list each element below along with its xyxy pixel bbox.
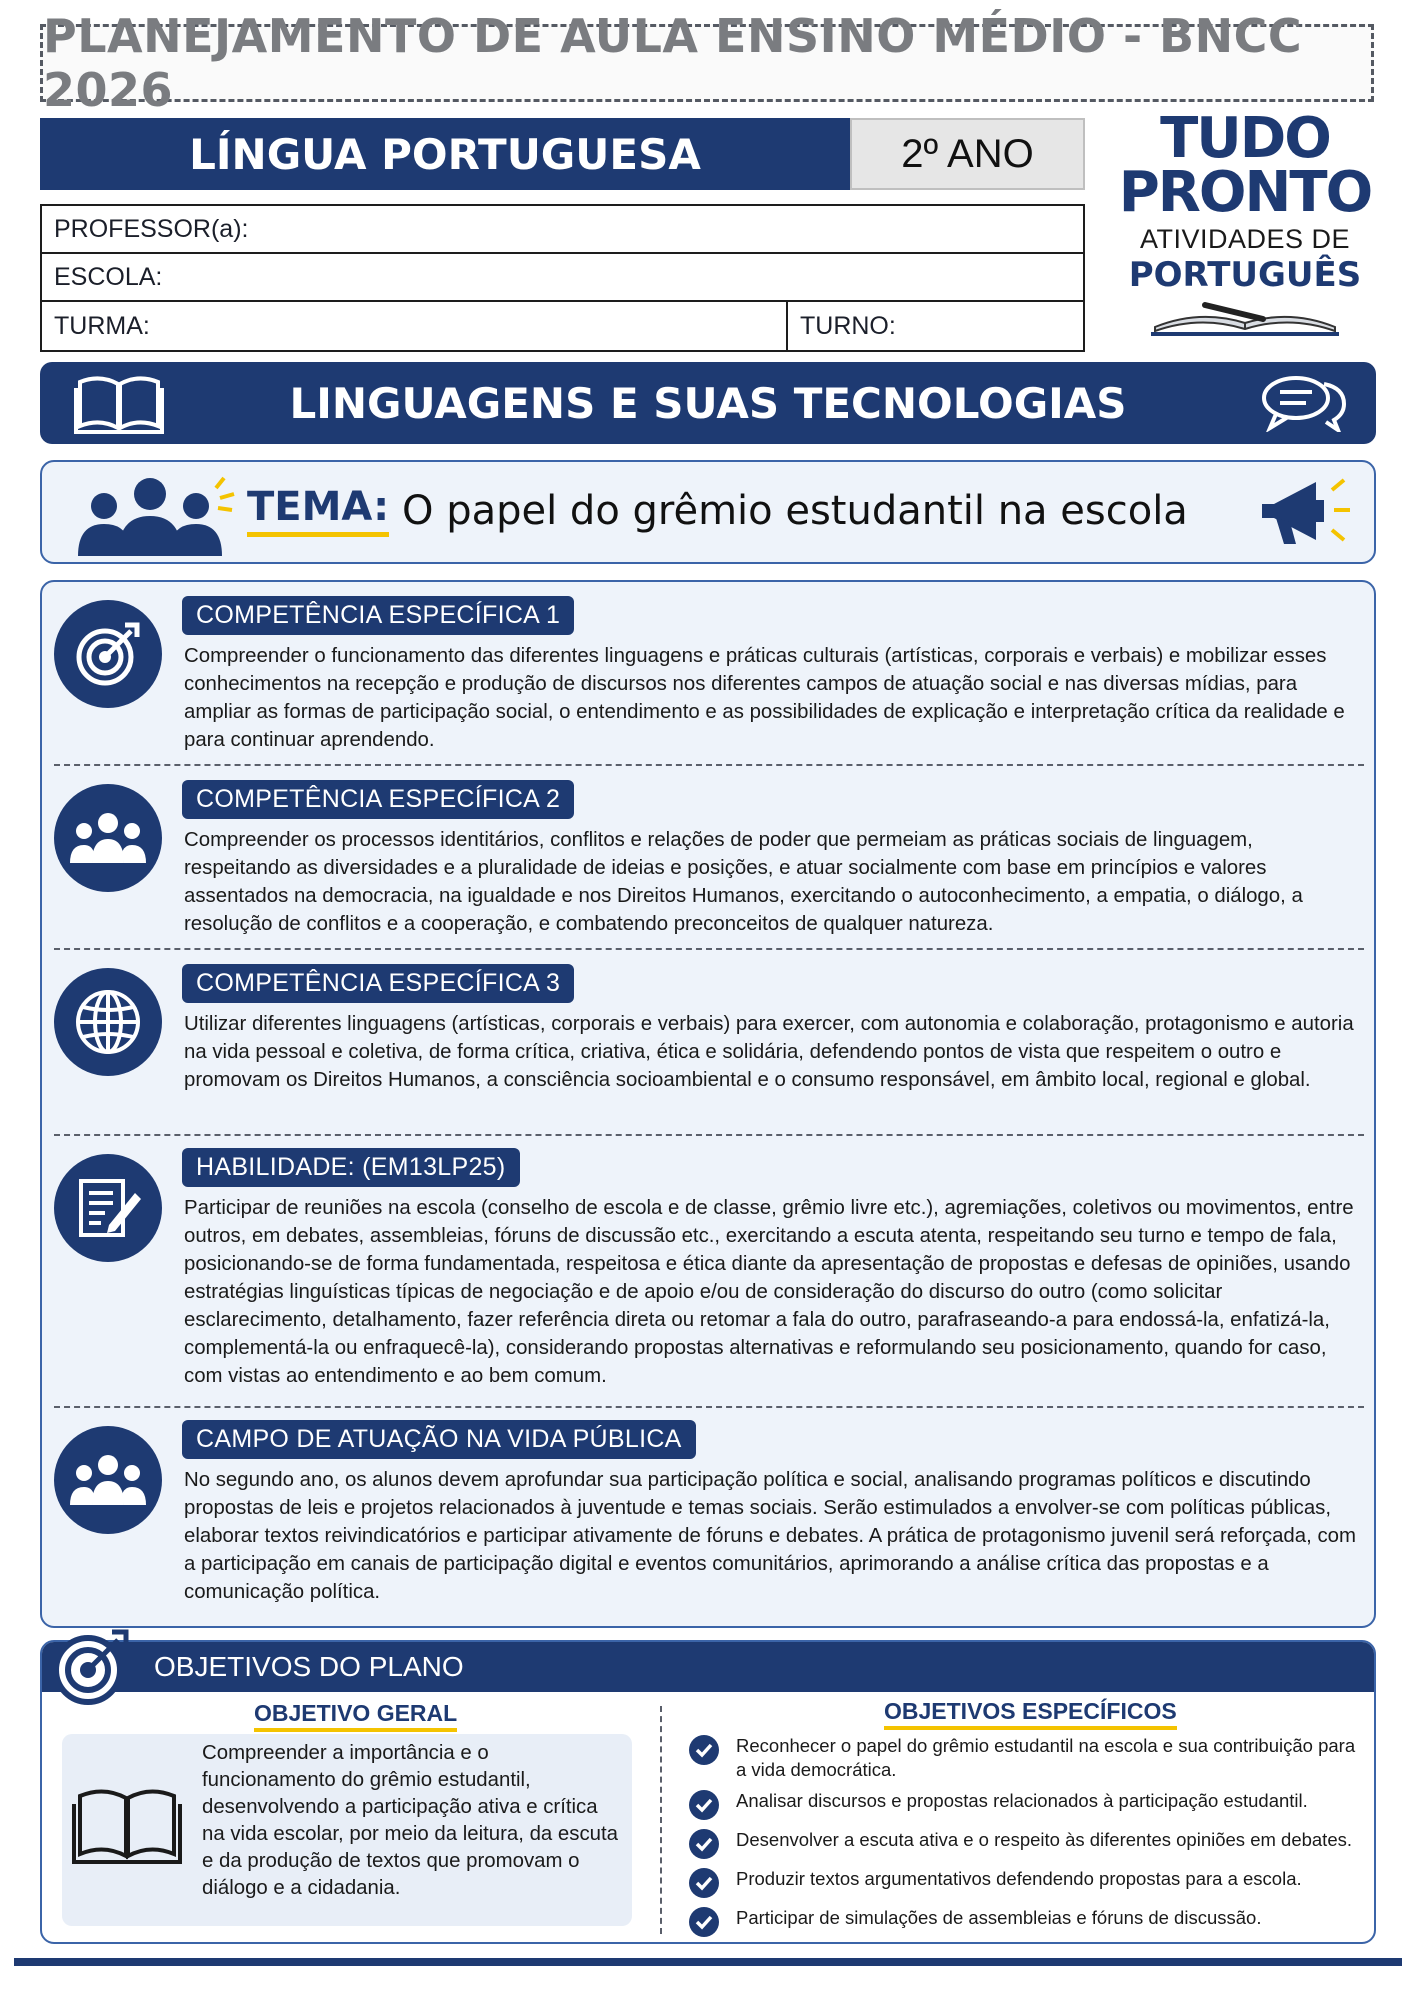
check-icon: [688, 1734, 720, 1766]
footer-rule: [14, 1958, 1402, 1966]
open-book-icon: [74, 372, 164, 434]
logo-line-4: PORTUGUÊS: [1128, 255, 1362, 295]
tema-label: TEMA:: [247, 484, 389, 537]
competencia-3-tag: COMPETÊNCIA ESPECÍFICA 3: [182, 964, 574, 1003]
objetivo-especifico-5: Participar de simulações de assembleias e fóruns de discussão.: [736, 1907, 1262, 1928]
document-pen-icon: [54, 1154, 162, 1262]
divider: [54, 764, 1364, 766]
competencia-2-text: Compreender os processos identitários, conflitos e relações de poder que permeiam as práticas sociais de linguagem, respeitando as diversidades e a pluralidade de ideias e posições, e atuar socialmente com base em princípios e valores assentados na democracia, na igualdade e nos Direitos Humanos, exercitando o autoconhecimento, a empatia, o diálogo, a resolução de conflitos e a cooperação, e combatendo preconceitos de qualquer natureza.: [184, 829, 1303, 935]
people-icon: [54, 784, 162, 892]
competencia-1-tag: COMPETÊNCIA ESPECÍFICA 1: [182, 596, 574, 635]
objetivo-geral-text: Compreender a importância e o funcionamento do grêmio estudantil, desenvolvendo a participação ativa e crítica na vida escolar, por meio da leitura, da escuta e da produção de textos que promovam o diálogo e a cidadania.: [202, 1742, 618, 1899]
divider: [54, 1134, 1364, 1136]
competencia-2-tag: COMPETÊNCIA ESPECÍFICA 2: [182, 780, 574, 819]
objetivos-especificos-list: [688, 1734, 1368, 1944]
objetivos-header: [42, 1642, 1374, 1692]
check-icon: [688, 1906, 720, 1938]
open-book-icon: [72, 1782, 182, 1868]
objetivos-title: OBJETIVOS DO PLANO: [154, 1651, 464, 1682]
megaphone-icon: [1254, 470, 1354, 556]
campo-atuacao-tag: CAMPO DE ATUAÇÃO NA VIDA PÚBLICA: [182, 1420, 696, 1459]
list-item: [688, 1734, 1368, 1782]
check-icon: [688, 1789, 720, 1821]
tema-text: O papel do grêmio estudantil na escola: [402, 488, 1188, 534]
escola-label: ESCOLA:: [54, 262, 163, 291]
divider: [54, 1406, 1364, 1408]
escola-field[interactable]: [42, 254, 1083, 302]
chat-bubbles-icon: [1260, 374, 1346, 432]
turno-label: TURNO:: [800, 311, 896, 340]
divider: [54, 948, 1364, 950]
divider: [660, 1706, 662, 1934]
turma-turno-row: [42, 302, 1083, 350]
target-icon: [54, 600, 162, 708]
objetivo-geral-label: OBJETIVO GERAL: [254, 1700, 457, 1732]
turno-field[interactable]: [788, 302, 896, 350]
year-label: 2º ANO: [850, 118, 1085, 190]
brand-logo: [1110, 106, 1380, 352]
logo-line-3: ATIVIDADES DE: [1139, 224, 1351, 254]
competencia-1-text: Compreender o funcionamento das diferentes linguagens e práticas culturais (artísticas, corporais e verbais) e mobilizar esses conhecimentos na recepção e produção de discursos nos diferentes campos de atuação social e nas diversas mídias, para ampliar as formas de participação social, o entendimento e as possibilidades de explicação e interpretação crítica da realidade e para continuar aprendendo.: [184, 645, 1345, 751]
tema-panel: [40, 460, 1376, 564]
campo-atuacao-text: No segundo ano, os alunos devem aprofundar sua participação política e social, analisando programas políticos e discutindo propostas de leis e projetos relacionados à juventude e temas sociais. Serão estimulados a envolver-se com políticas públicas, elaborar textos reivindicatórios e participar ativamente de fóruns e debates. A prática de protagonismo juvenil será reforçada, com a participação em canais de participação digital e eventos comunitários, aprimorando a análise crítica das propostas e a comunicação política.: [184, 1469, 1356, 1603]
objetivo-especifico-2: Analisar discursos e propostas relacionados à participação estudantil.: [736, 1790, 1308, 1811]
subject-title: LÍNGUA PORTUGUESA: [40, 118, 850, 190]
book-icon: [1145, 297, 1345, 337]
area-banner: [40, 362, 1376, 444]
objetivos-panel: [40, 1640, 1376, 1944]
objetivo-especifico-3: Desenvolver a escuta ativa e o respeito às diferentes opiniões em debates.: [736, 1829, 1353, 1850]
logo-line-2: PRONTO: [1118, 160, 1372, 225]
professor-field[interactable]: [42, 206, 1083, 254]
competences-panel: [40, 580, 1376, 1628]
page-title: PLANEJAMENTO DE AULA ENSINO MÉDIO - BNCC 2026: [40, 24, 1374, 102]
list-item: [688, 1906, 1368, 1938]
list-item: [688, 1828, 1368, 1860]
turma-label: TURMA:: [54, 311, 150, 340]
check-icon: [688, 1828, 720, 1860]
group-people-icon: [66, 472, 236, 558]
objetivos-especificos-label: OBJETIVOS ESPECÍFICOS: [884, 1698, 1177, 1730]
teacher-info-table: [40, 204, 1085, 352]
people-icon: [54, 1426, 162, 1534]
check-icon: [688, 1867, 720, 1899]
objetivo-especifico-4: Produzir textos argumentativos defendendo propostas para a escola.: [736, 1868, 1302, 1889]
logo-line-1: TUDO: [1160, 106, 1330, 171]
competencia-3-text: Utilizar diferentes linguagens (artísticas, corporais e verbais) para exercer, com autonomia e colaboração, protagonismo e autoria na vida pessoal e coletiva, de forma crítica, criativa, ética e solidária, defendendo pontos de vista que respeitem o outro e promovam os Direitos Humanos, a consciência socioambiental e o consumo responsável, em âmbito local, regional e global.: [184, 1013, 1354, 1091]
area-title: LINGUAGENS E SUAS TECNOLOGIAS: [289, 378, 1127, 428]
list-item: [688, 1867, 1368, 1899]
habilidade-text: Participar de reuniões na escola (conselho de escola e de classe, grêmio livre etc.), agremiações, coletivos ou movimentos, entre outros, em debates, assembleias, fóruns de discussão etc., exercitando a escuta atenta, respeitando seu turno e tempo de fala, posicionando-se de forma fundamentada, respeitosa e ética diante da apresentação de propostas e defesas de opiniões, usando estratégias linguísticas típicas de negociação e de apoio e/ou de consideração do discurso do outro (como solicitar esclarecimento, detalhamento, fazer referência direta ou retomar a fala do outro, parafraseando-a para endossá-la, enfatizá-la, complementá-la ou enfraquecê-la), considerando propostas alternativas e reformulando seu posicionamento, quando for caso, com vistas ao entendimento e ao bem comum.: [184, 1197, 1354, 1387]
list-item: [688, 1789, 1368, 1821]
turma-field[interactable]: [42, 302, 788, 350]
target-icon: [50, 1628, 130, 1708]
professor-label: PROFESSOR(a):: [54, 214, 249, 243]
objetivo-especifico-1: Reconhecer o papel do grêmio estudantil na escola e sua contribuição para a vida democrática.: [736, 1735, 1356, 1780]
globe-icon: [54, 968, 162, 1076]
habilidade-tag: HABILIDADE: (EM13LP25): [182, 1148, 520, 1187]
